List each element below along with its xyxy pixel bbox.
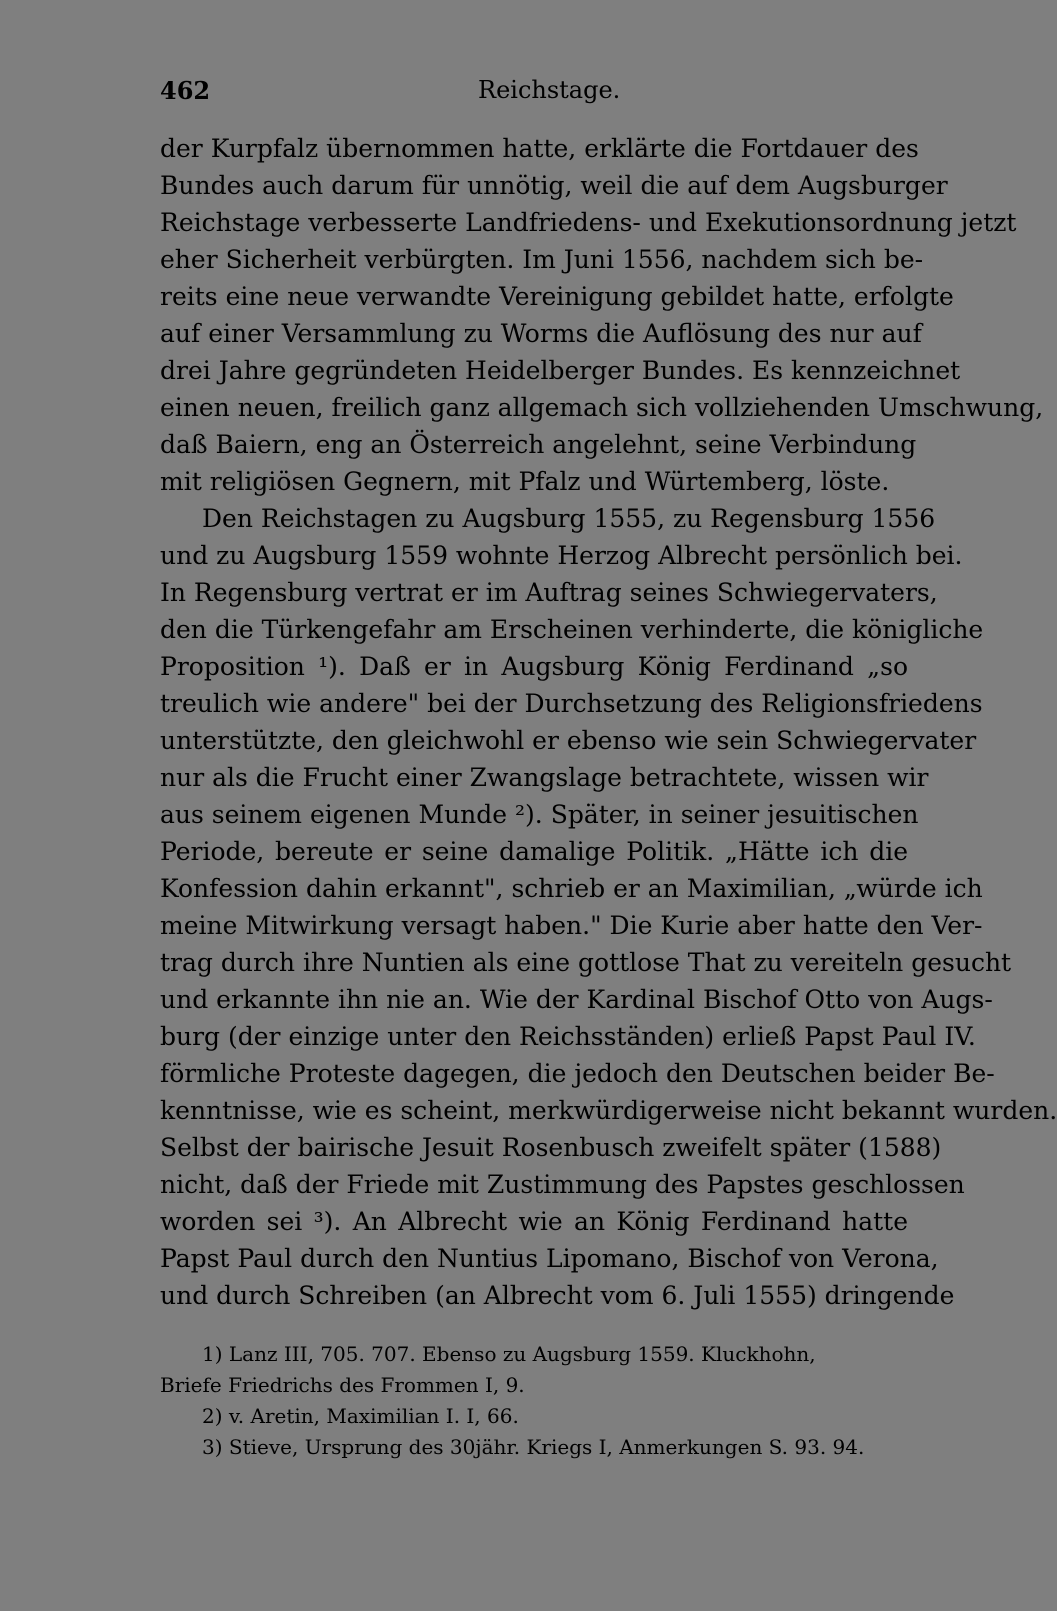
text-line: förmliche Proteste dagegen, die jedoch den Deutschen beider Be- bbox=[160, 1059, 995, 1088]
text-line: und erkannte ihn nie an. Wie der Kardinal Bischof Otto von Augs- bbox=[160, 985, 993, 1014]
text-line: kenntnisse, wie es scheint, merkwürdigerweise nicht bekannt wurden. bbox=[160, 1096, 1057, 1125]
text-line: nicht, daß der Friede mit Zustimmung des Papstes geschlossen bbox=[160, 1170, 965, 1199]
text-line: den die Türkengefahr am Erscheinen verhinderte, die königliche bbox=[160, 615, 984, 644]
book-page bbox=[160, 0, 1057, 1611]
page-header bbox=[160, 70, 908, 110]
paragraph-2 bbox=[160, 500, 1057, 1314]
text-line: drei Jahre gegründeten Heidelberger Bundes. Es kennzeichnet bbox=[160, 356, 961, 385]
body-text bbox=[160, 130, 1057, 1314]
text-line: worden sei ³). An Albrecht wie an König Ferdinand hatte bbox=[160, 1207, 908, 1236]
text-line: aus seinem eigenen Munde ²). Später, in seiner jesuitischen bbox=[160, 800, 919, 829]
text-line: einen neuen, freilich ganz allgemach sich vollziehenden Umschwung, bbox=[160, 393, 1044, 422]
text-line: Selbst der bairische Jesuit Rosenbusch zweifelt später (1588) bbox=[160, 1133, 942, 1162]
text-line: Konfession dahin erkannt", schrieb er an Maximilian, „würde ich bbox=[160, 874, 983, 903]
text-line: Periode, bereute er seine damalige Politik. „Hätte ich die bbox=[160, 837, 908, 866]
text-line: eher Sicherheit verbürgten. Im Juni 1556, nachdem sich be- bbox=[160, 245, 924, 274]
text-line: mit religiösen Gegnern, mit Pfalz und Würtemberg, löste. bbox=[160, 467, 890, 496]
text-line: Papst Paul durch den Nuntius Lipomano, Bischof von Verona, bbox=[160, 1244, 939, 1273]
text-line: trag durch ihre Nuntien als eine gottlose That zu vereiteln gesucht bbox=[160, 948, 1012, 977]
text-line: daß Baiern, eng an Österreich angelehnt, seine Verbindung bbox=[160, 430, 917, 459]
text-line: treulich wie andere" bei der Durchsetzung des Religionsfriedens bbox=[160, 689, 983, 718]
text-line: burg (der einzige unter den Reichsständen) erließ Papst Paul IV. bbox=[160, 1022, 976, 1051]
paragraph-1 bbox=[160, 130, 1044, 500]
text-line: Bundes auch darum für unnötig, weil die auf dem Augsburger bbox=[160, 171, 948, 200]
footnote-1-continued: Briefe Friedrichs des Frommen I, 9. bbox=[160, 1373, 525, 1397]
text-line: unterstützte, den gleichwohl er ebenso wie sein Schwiegervater bbox=[160, 726, 977, 755]
text-line: reits eine neue verwandte Vereinigung gebildet hatte, erfolgte bbox=[160, 282, 954, 311]
footnotes bbox=[160, 1339, 908, 1463]
text-line: Proposition ¹). Daß er in Augsburg König Ferdinand „so bbox=[160, 652, 908, 681]
text-line: und durch Schreiben (an Albrecht vom 6. Juli 1555) dringende bbox=[160, 1281, 955, 1310]
running-head: Reichstage. bbox=[478, 76, 621, 104]
text-line: Den Reichstagen zu Augsburg 1555, zu Regensburg 1556 bbox=[202, 504, 936, 533]
footnote-1: 1) Lanz III, 705. 707. Ebenso zu Augsburg 1559. Kluckhohn, bbox=[202, 1342, 816, 1366]
page-number: 462 bbox=[160, 76, 211, 105]
footnote-2: 2) v. Aretin, Maximilian I. I, 66. bbox=[202, 1404, 519, 1428]
text-line: Reichstage verbesserte Landfriedens- und Exekutionsordnung jetzt bbox=[160, 208, 1017, 237]
text-line: meine Mitwirkung versagt haben." Die Kurie aber hatte den Ver- bbox=[160, 911, 983, 940]
text-line: der Kurpfalz übernommen hatte, erklärte die Fortdauer des bbox=[160, 134, 919, 163]
text-line: auf einer Versammlung zu Worms die Auflösung des nur auf bbox=[160, 319, 922, 348]
footnote-3: 3) Stieve, Ursprung des 30jähr. Kriegs I, Anmerkungen S. 93. 94. bbox=[202, 1435, 865, 1459]
text-line: nur als die Frucht einer Zwangslage betrachtete, wissen wir bbox=[160, 763, 929, 792]
text-line: und zu Augsburg 1559 wohnte Herzog Albrecht persönlich bei. bbox=[160, 541, 963, 570]
text-line: In Regensburg vertrat er im Auftrag seines Schwiegervaters, bbox=[160, 578, 938, 607]
